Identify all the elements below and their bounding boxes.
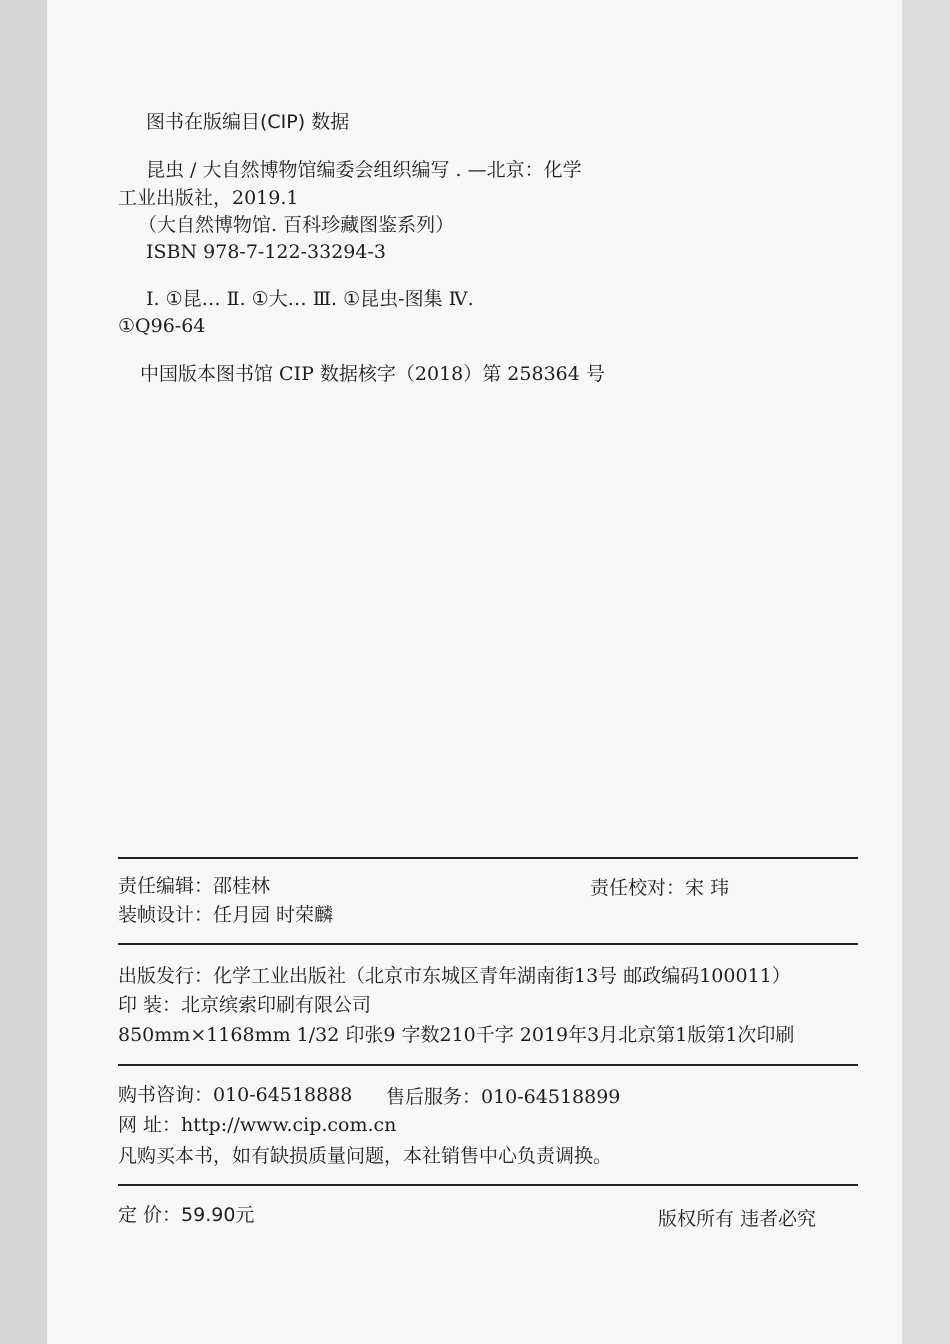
credit-editor: 责任编辑：邵桂林 xyxy=(118,875,271,897)
cip-record-number: 中国版本图书馆 CIP 数据核字（2018）第 258364 号 xyxy=(140,363,605,385)
quality-notice: 凡购买本书，如有缺损质量问题，本社销售中心负责调换。 xyxy=(118,1145,613,1167)
copyright-notice: 版权所有 违者必究 xyxy=(658,1208,817,1230)
divider xyxy=(118,1184,858,1186)
print-specs: 850mm×1168mm 1/32 印张9 字数210千字 2019年3月北京第1版第1次印刷 xyxy=(118,1024,795,1046)
cip-line-publisher: 工业出版社，2019.1 xyxy=(118,187,299,209)
cip-line-series: （大自然博物馆. 百科珍藏图鉴系列） xyxy=(138,214,455,236)
printer-info: 印 装：北京缤索印刷有限公司 xyxy=(118,994,372,1016)
cip-classification-code: ①Q96-64 xyxy=(118,315,206,337)
purchase-phone: 购书咨询：010-64518888 xyxy=(118,1084,353,1106)
publisher-info: 出版发行：化学工业出版社（北京市东城区青年湖南街13号 邮政编码100011） xyxy=(118,965,791,987)
website: 网 址：http://www.cip.com.cn xyxy=(118,1114,397,1136)
credit-proofreader: 责任校对：宋 玮 xyxy=(590,877,730,899)
divider xyxy=(118,1064,858,1066)
price: 定 价：59.90元 xyxy=(118,1204,255,1226)
divider xyxy=(118,943,858,945)
cip-isbn: ISBN 978-7-122-33294-3 xyxy=(146,241,386,263)
cip-line-title: 昆虫 / 大自然博物馆编委会组织编写 . —北京：化学 xyxy=(146,159,582,181)
credit-designer: 装帧设计：任月园 时荣麟 xyxy=(118,904,334,926)
scan-margin-right xyxy=(902,0,950,1344)
scan-margin-left xyxy=(0,0,47,1344)
cip-classification: Ⅰ. ①昆… Ⅱ. ①大… Ⅲ. ①昆虫-图集 Ⅳ. xyxy=(146,288,474,310)
cip-heading: 图书在版编目(CIP) 数据 xyxy=(146,111,350,133)
service-phone: 售后服务：010-64518899 xyxy=(386,1086,621,1108)
divider xyxy=(118,857,858,859)
